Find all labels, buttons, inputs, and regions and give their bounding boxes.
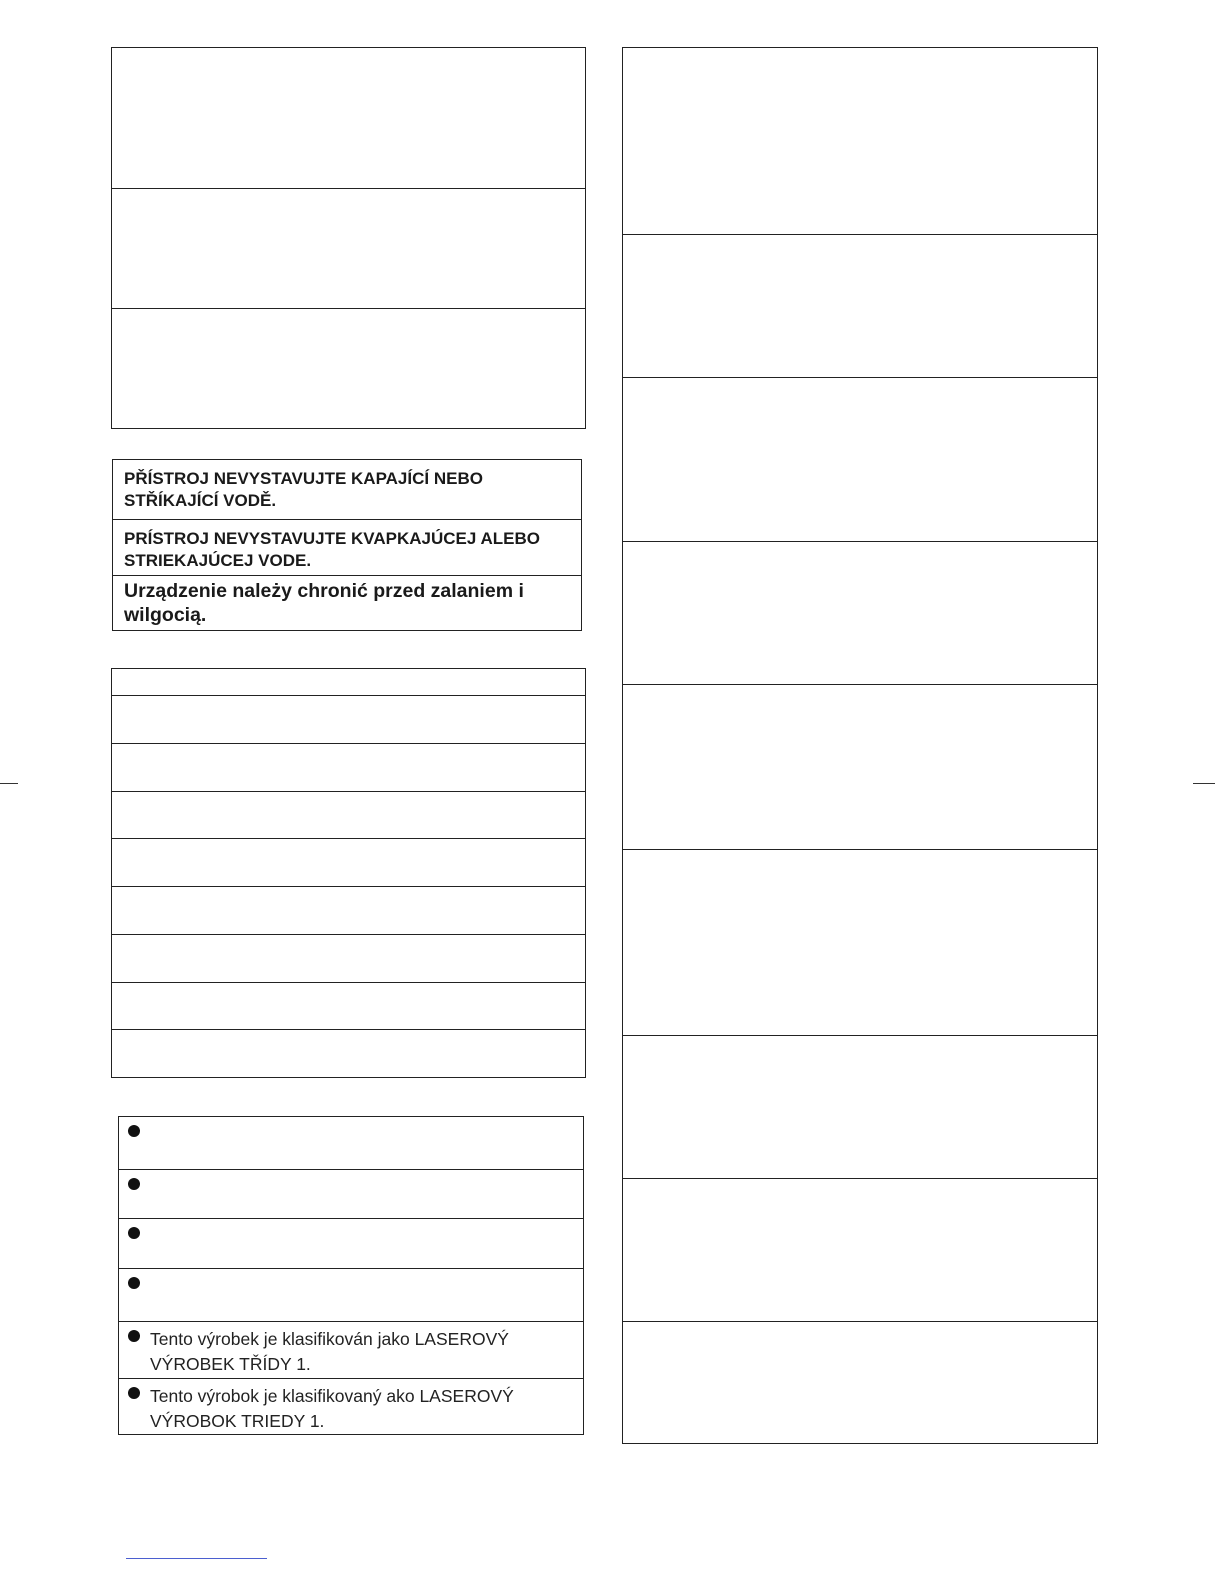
right-cell xyxy=(623,235,1097,378)
right-cell xyxy=(623,1322,1097,1442)
bullet-icon xyxy=(128,1387,140,1399)
bullet-icon xyxy=(128,1330,140,1342)
right-cell xyxy=(623,48,1097,235)
bullet-row xyxy=(119,1269,583,1322)
right-crop-mark xyxy=(1193,783,1215,784)
right-cell xyxy=(623,378,1097,542)
table-row xyxy=(112,935,585,983)
right-column-box xyxy=(622,47,1098,1444)
bullet-icon xyxy=(128,1125,140,1137)
table-header-row xyxy=(112,669,585,696)
bullet-row xyxy=(119,1219,583,1269)
bullet-icon xyxy=(128,1227,140,1239)
bullet-row-laser-sk xyxy=(119,1379,583,1434)
table-row xyxy=(112,792,585,839)
left-top-box xyxy=(111,47,586,429)
right-cell xyxy=(623,850,1097,1036)
right-cell xyxy=(623,685,1097,850)
laser-notice-czech: Tento výrobek je klasifikován jako LASEROVÝ VÝROBEK TŘÍDY 1. xyxy=(150,1329,509,1374)
footer-rule xyxy=(126,1558,267,1559)
bullet-notice-box xyxy=(118,1116,584,1435)
warning-czech: PŘÍSTROJ NEVYSTAVUJTE KAPAJÍCÍ NEBO STŘÍKAJÍCÍ VODĚ. xyxy=(113,460,581,520)
table-row xyxy=(112,1030,585,1077)
warning-polish: Urządzenie należy chronić przed zalaniem i wilgocią. xyxy=(124,580,524,626)
right-cell xyxy=(623,542,1097,685)
left-top-cell-2 xyxy=(112,189,585,309)
table-row xyxy=(112,887,585,935)
right-cell xyxy=(623,1179,1097,1322)
laser-notice-slovak: Tento výrobok je klasifikovaný ako LASEROVÝ VÝROBOK TRIEDY 1. xyxy=(150,1386,514,1431)
bullet-row xyxy=(119,1170,583,1219)
left-top-cell-1 xyxy=(112,48,585,189)
table-row xyxy=(112,744,585,792)
bullet-icon xyxy=(128,1277,140,1289)
left-empty-table xyxy=(111,668,586,1078)
table-row xyxy=(112,839,585,887)
table-row xyxy=(112,983,585,1030)
warning-slovak: PRÍSTROJ NEVYSTAVUJTE KVAPKAJÚCEJ ALEBO STRIEKAJÚCEJ VODE. xyxy=(113,520,581,576)
left-crop-mark xyxy=(0,783,18,784)
bullet-row-laser-cs xyxy=(119,1322,583,1379)
bullet-icon xyxy=(128,1178,140,1190)
table-row xyxy=(112,696,585,744)
right-cell xyxy=(623,1036,1097,1179)
left-top-cell-3 xyxy=(112,309,585,427)
bullet-row xyxy=(119,1117,583,1170)
water-warning-box xyxy=(112,459,582,631)
